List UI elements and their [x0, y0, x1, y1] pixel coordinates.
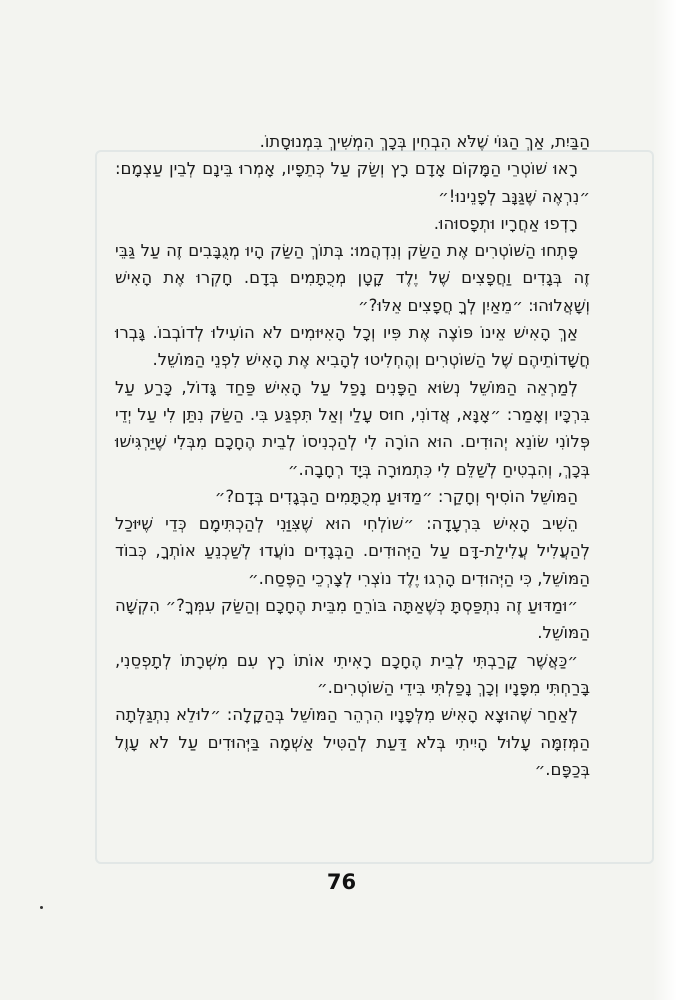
paragraph: ״וּמַדּוּעַ זֶה נִתְפַּסְתָּ כְּשֶׁאַתָּה בּוֹרֵחַ מִבֵּית הֶחָכָם וְהַשַּׂק עִמְּךָ?״ הִקְשָׁה הַמּוֹשֵׁל. — [115, 596, 590, 643]
page-edge — [653, 0, 683, 1000]
paragraph: לְמַרְאֵה הַמּוֹשֵׁל נְשׂוּא הַפָּנִים נָפַל עַל הָאִישׁ פַּחַד גָּדוֹל, כָּרַע עַל בִּרְכָּיו וְאָמַר: ״אָנָּא, אֲדוֹנִי, חוּס עָלַי וְאַל תִּפְגַּע בִּי. הַשַּׂק נִתַּן לִי עַל יְדֵי פְּלוֹנִי שׂוֹנֵא יְהוּדִים. הוּא הוֹרָה לִי לְהַכְנִיסוֹ לְבֵית הֶחָכָם מִבְּלִי שֶׁיַּרְגִּישׁוּ בְּכָךְ, וְהִבְטִיחַ לְשַׁלֵּם לִי כִּתְמוּרָה בְּיָד רְחָבָה.״ — [115, 377, 590, 479]
paragraph: הַבַּיִת, אַךְ הַגּוֹי שֶׁלֹּא הִבְחִין בְּכָךְ הִמְשִׁיךְ בִּמְנוּסָתוֹ. — [259, 132, 590, 151]
scan-speck — [40, 906, 43, 909]
paragraph: ״כַּאֲשֶׁר קָרַבְתִּי לְבֵית הֶחָכָם רָאִיתִי אוֹתוֹ רָץ עִם מִשְׁרָתוֹ לְתָפְסֵנִי, בָּרַחְתִּי מִפָּנָיו וְכָךְ נָפַלְתִּי בִּידֵי הַשּׁוֹטְרִים.״ — [115, 650, 590, 697]
paragraph: רָדְפוּ אַחֲרָיו וּתְפָסוּהוּ. — [433, 213, 578, 233]
paragraph: פָּתְחוּ הַשּׁוֹטְרִים אֶת הַשַּׂק וְנִדְהֲמוּ: בְּתוֹךְ הַשַּׂק הָיוּ מְגֻבָּבִים זֶה עַל גַּבֵּי זֶה בְּגָדִים וַחֲפָצִים שֶׁל יֶלֶד קָטָן מְכֻתָּמִים בְּדָם. חָקְרוּ אֶת הָאִישׁ וְשָׁאֲלוּהוּ: ״מֵאַיִן לְךָ חֲפָצִים אֵלּוּ?״ — [115, 241, 590, 315]
paragraph: רָאוּ שׁוֹטְרֵי הַמָּקוֹם אָדָם רָץ וְשַׂק עַל כְּתֵפָיו, אָמְרוּ בֵּינָם לְבֵין עַצְמָם: ״נִרְאֶה שֶׁגַּנָּב לְפָנֵינוּ!״ — [115, 159, 590, 206]
paragraph: הַמּוֹשֵׁל הוֹסִיף וְחָקַר: ״מַדּוּעַ מְכֻתָּמִים הַבְּגָדִים בְּדָם?״ — [214, 486, 578, 506]
paragraph: לְאַחַר שֶׁהוּצָא הָאִישׁ מִלְּפָנָיו הִרְהֵר הַמּוֹשֵׁל בְּהַקָלָה: ״לוּלֵא נִתְגַּלְּתָה הַמְּזִמָּה עָלוּל הָיִיתִי בְּלֹא דַּעַת לְהַטִּיל אַשְׁמָה בַּיְּהוּדִים עַל לֹא עָוֶל בְּכַפָּם.״ — [115, 705, 590, 779]
paragraph: אַךְ הָאִישׁ אֵינוֹ פּוֹצֶה אֶת פִּיו וְכָל הָאִיּוּמִים לֹא הוֹעִילוּ לְדוֹבְבוֹ. גָּבְרוּ חֲשָׁדוֹתֵיהֶם שֶׁל הַשּׁוֹטְרִים וְהֶחְלִיטוּ לְהָבִיא אֶת הָאִישׁ לִפְנֵי הַמּוֹשֵׁל. — [115, 323, 590, 370]
paragraph: הֵשִׁיב הָאִישׁ בִּרְעָדָה: ״שׁוֹלְחִי הוּא שֶׁצִּוַּנִי לְהַכְתִּימָם כְּדֵי שֶׁיּוּכַל לְהַעֲלִיל עֲלִילַת-דָּם עַל הַיְּהוּדִים. הַבְּגָדִים נוֹעֲדוּ לְשַׁכְנֵעַ אוֹתְךָ, כְּבוֹד הַמּוֹשֵׁל, כִּי הַיְּהוּדִים הָרְגוּ יֶלֶד נוֹצְרִי לְצָרְכֵי הַפֶּסַח.״ — [115, 514, 590, 588]
page-number: 76 — [326, 870, 357, 894]
body-text — [115, 128, 590, 783]
